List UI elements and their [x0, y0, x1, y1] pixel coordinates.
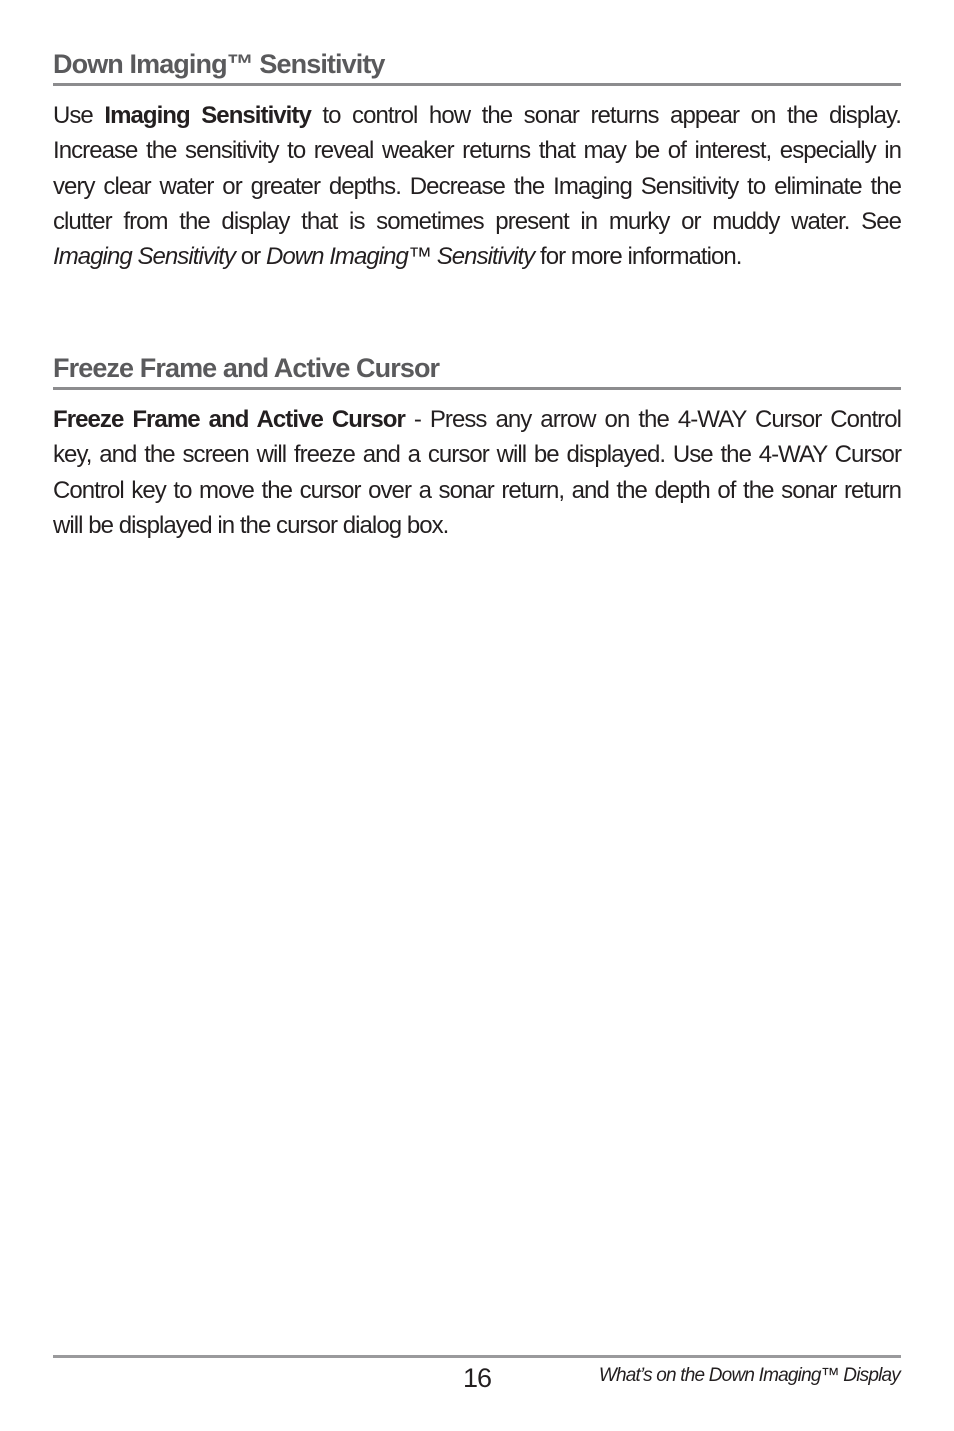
footer-divider — [53, 1355, 901, 1358]
text-run: - Press any arrow on the 4-WAY Cursor Control key, and the screen will freeze and a cursor will be displayed. Use the 4-WAY Cursor Control key to move the cursor over a sonar return, and the depth of the sonar return will be displayed in the cursor dialog box. — [53, 406, 901, 539]
text-run: for more information. — [534, 243, 742, 271]
text-run: or — [235, 243, 266, 271]
section-freeze-frame — [53, 351, 901, 543]
text-run: Use — [53, 102, 105, 129]
bold-term: Imaging Sensitivity — [104, 102, 311, 129]
section-paragraph — [53, 98, 901, 274]
section-paragraph — [53, 402, 901, 543]
bold-term: Freeze Frame and Active Cursor — [53, 406, 405, 433]
section-heading: Down Imaging™ Sensitivity — [53, 47, 901, 86]
section-heading: Freeze Frame and Active Cursor — [53, 351, 901, 390]
section-down-imaging-sensitivity — [53, 47, 901, 274]
text-run: to control how the sonar returns appear on the display. Increase the sensitivity to reveal weaker returns that may be of interest, especially in very clear water or greater depths. Decrease the Imaging Sensitivity to eliminate the clutter from the display that is sometimes present in murky or muddy water. See — [53, 102, 901, 235]
page-number: 16 — [462, 1363, 492, 1393]
cross-reference: Imaging Sensitivity — [53, 243, 236, 271]
cross-reference: Down Imaging™ Sensitivity — [265, 243, 535, 271]
running-footer-title: What’s on the Down Imaging™ Display — [598, 1365, 900, 1386]
